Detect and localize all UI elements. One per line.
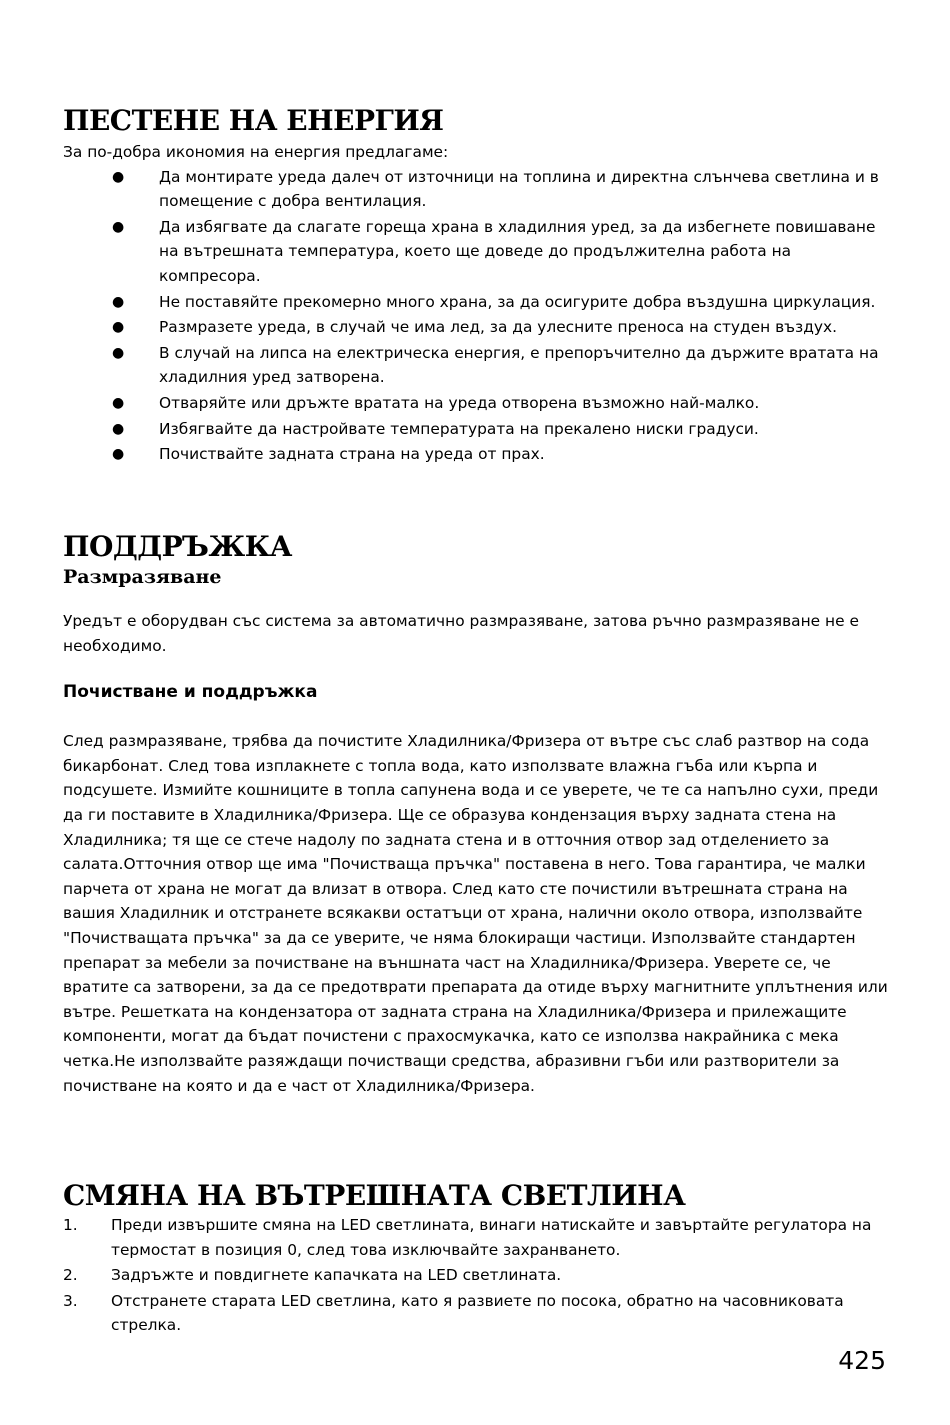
step-item [63, 1289, 888, 1338]
bullet-icon: ● [112, 293, 125, 310]
list-item [63, 290, 888, 315]
list-item [63, 215, 888, 289]
energy-saving-section [63, 104, 888, 468]
bullet-icon: ● [112, 344, 125, 361]
light-replacement-title: СМЯНА НА ВЪТРЕШНАТА СВЕТЛИНА [63, 1179, 686, 1212]
energy-saving-list [63, 165, 888, 467]
list-item-text: В случай на липса на електрическа енергия, е препоръчително да държите вратата на хладилния уред затворена. [159, 343, 879, 387]
list-item [63, 315, 888, 340]
step-number: 3. [63, 1291, 78, 1310]
step-text: Преди извършите смяна на LED светлината, винаги натискайте и завъртайте регулатора на термостат в позиция 0, след това изключвайте захранването. [111, 1216, 872, 1259]
maintenance-section [63, 530, 888, 1098]
defrost-subtitle: Размразяване [63, 566, 222, 588]
step-number: 2. [63, 1266, 78, 1285]
light-replacement-steps [63, 1213, 888, 1338]
cleaning-text: След размразяване, трябва да почистите Хладилника/Фризера от вътре със слаб разтвор на сода бикарбонат. След това изплакнете с топла вода, като използвате влажна гъба или кърпа и подсушете. Измийте кошниците в топла сапунена вода и се уверете, че те са напълно сухи, преди да ги поставите в Хладилника/Фризера. Ще се образува кондензация върху задната стена на Хладилника; тя ще се стече надолу по задната стена и в отточния отвор зад отделението за салата.Отточния отвор ще има "Почистваща пръчка" поставена в него. Това гарантира, че малки парчета от храна не могат да влизат в отвора. След като сте почистили вътрешната страна на вашия Хладилник и отстранете всякакви остатъци от храна, налични около отвора, използвайте "Почистващата пръчка" за да се уверите, че няма блокиращи частици. Използвайте стандартен препарат за мебели за почистване на външната част на Хладилника/Фризера. Уверете се, че вратите са затворени, за да се предотврати препарата да отиде върху магнитните уплътнения или вътре. Решетката на кондензатора от задната страна на Хладилника/Фризера и прилежащите компоненти, могат да бъдат почистени с прахосмукачка, като се използва накрайника с мека четка.Не използвайте разяждащи почистващи средства, абразивни гъби или разтворители за почистване на която и да е част от Хладилника/Фризера. [63, 732, 888, 1095]
list-item-text: Не поставяйте прекомерно много храна, за да осигурите добра въздушна циркулация. [159, 292, 876, 311]
list-item [63, 417, 888, 442]
list-item-text: Отваряйте или дръжте вратата на уреда отворена възможно най-малко. [159, 393, 760, 412]
bullet-icon: ● [112, 446, 125, 463]
maintenance-title: ПОДДРЪЖКА [63, 530, 292, 563]
bullet-icon: ● [112, 319, 125, 336]
defrost-text: Уредът е оборудван със система за автоматично размразяване, затова ръчно размразяване не е необходимо. [63, 612, 859, 655]
list-item-text: Почиствайте задната страна на уреда от прах. [159, 445, 545, 464]
step-item [63, 1263, 888, 1288]
bullet-icon: ● [112, 394, 125, 411]
bullet-icon: ● [112, 218, 125, 235]
list-item-text: Да монтирате уреда далеч от източници на топлина и директна слънчева светлина и в помещение с добра вентилация. [159, 167, 879, 211]
list-item-text: Размразете уреда, в случай че има лед, за да улесните преноса на студен въздух. [159, 318, 837, 337]
energy-saving-intro: За по-добра икономия на енергия предлагаме: [63, 143, 449, 161]
step-item [63, 1213, 888, 1262]
list-item [63, 442, 888, 467]
list-item-text: Избягвайте да настройвате температурата на прекалено ниски градуси. [159, 419, 759, 438]
list-item-text: Да избягвате да слагате гореща храна в хладилния уред, за да избегнете повишаване на вътрешната температура, което ще доведе до продължителна работа на компресора. [159, 217, 876, 285]
step-text: Задръжте и повдигнете капачката на LED светлината. [111, 1266, 562, 1285]
light-replacement-section [63, 1179, 888, 1339]
step-text: Отстранете старата LED светлина, като я развиете по посока, обратно на часовниковата стрелка. [111, 1291, 844, 1335]
energy-saving-title: ПЕСТЕНЕ НА ЕНЕРГИЯ [63, 104, 444, 137]
list-item [63, 341, 888, 390]
list-item [63, 165, 888, 214]
bullet-icon: ● [112, 168, 125, 185]
list-item [63, 391, 888, 416]
step-number: 1. [63, 1216, 78, 1234]
bullet-icon: ● [112, 420, 125, 437]
page-number: 425 [838, 1346, 886, 1375]
cleaning-subtitle: Почистване и поддръжка [63, 682, 318, 703]
